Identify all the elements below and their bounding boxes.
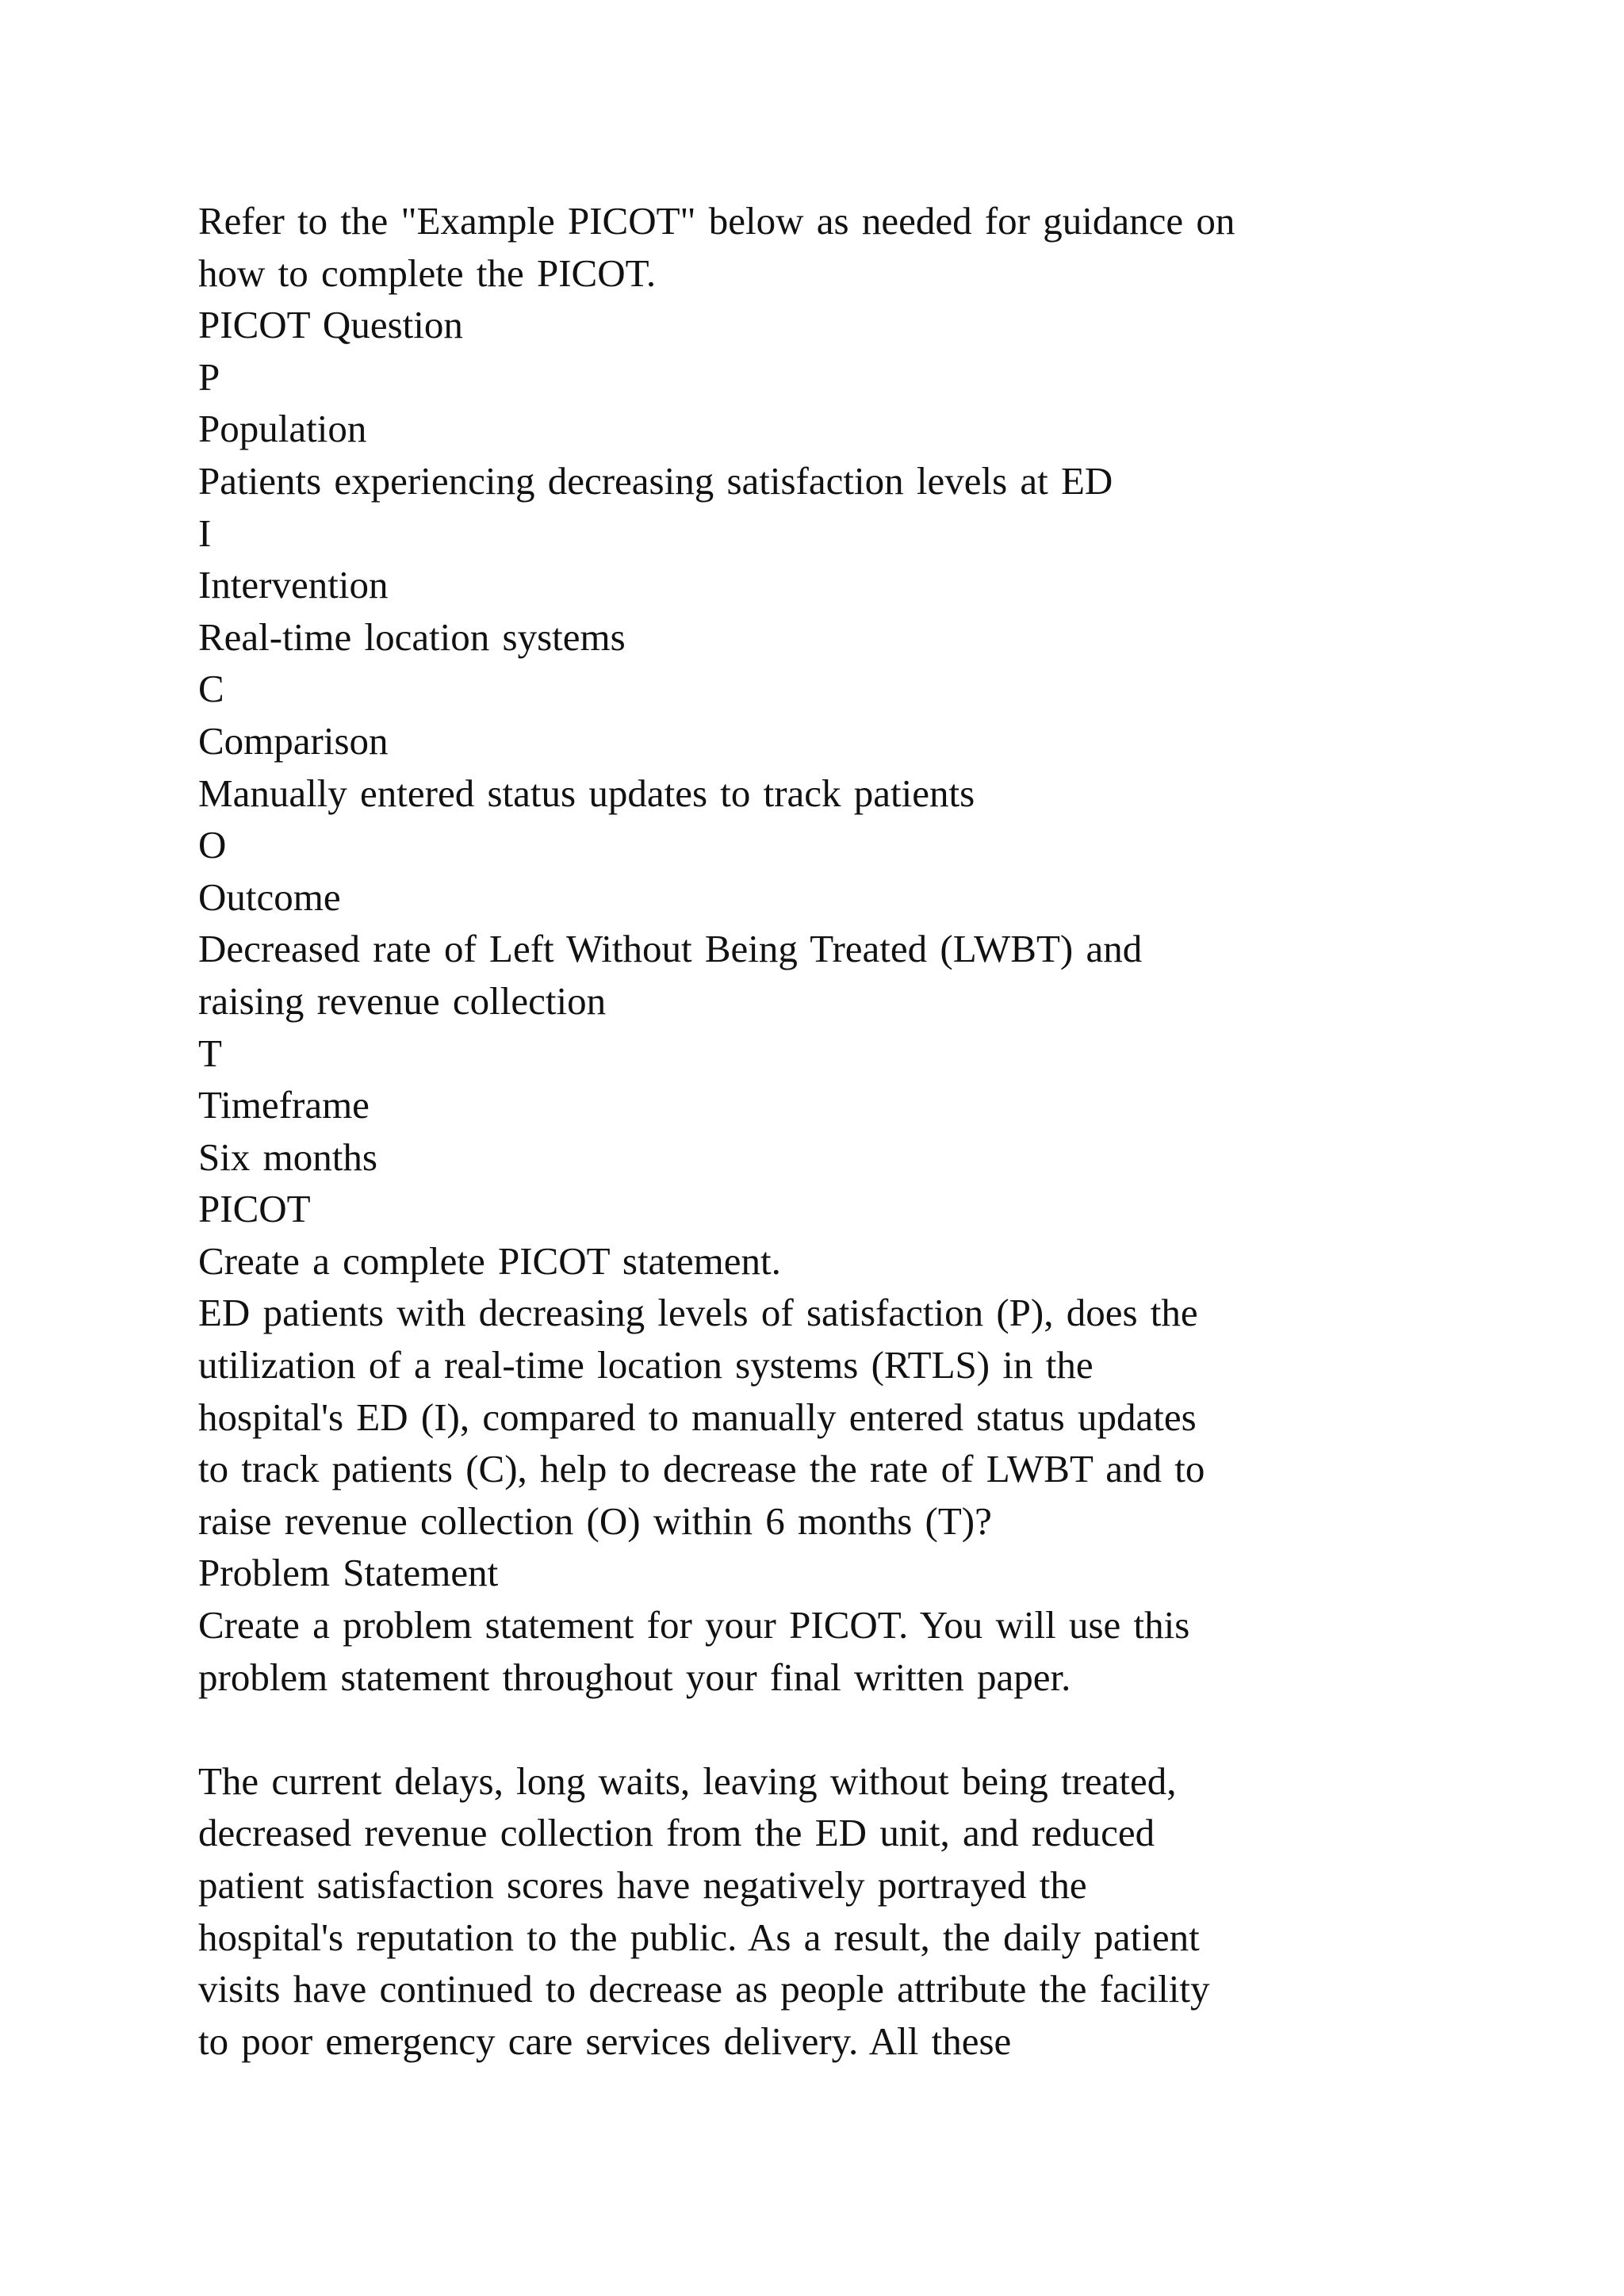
problem-statement-text: patient satisfaction scores have negatively portrayed the [198,1863,1087,1907]
timeframe-value: Six months [198,1135,377,1179]
intro-line: how to complete the PICOT. [198,251,657,295]
picot-statement-text: to track patients (C), help to decrease the rate of LWBT and to [198,1447,1205,1491]
population-letter: P [198,354,220,399]
timeframe-label: Timeframe [198,1083,370,1127]
picot-question-heading: PICOT Question [198,303,463,347]
comparison-label: Comparison [198,718,389,763]
paragraph-gap [198,1703,1546,1755]
intervention-letter: I [198,511,212,555]
outcome-value: Decreased rate of Left Without Being Treated (LWBT) and [198,927,1143,971]
comparison-letter: C [198,667,224,711]
comparison-value: Manually entered status updates to track patients [198,771,975,815]
picot-statement-text: ED patients with decreasing levels of satisfaction (P), does the [198,1291,1198,1335]
intro-line: Refer to the "Example PICOT" below as needed for guidance on [198,199,1235,243]
population-label: Population [198,407,367,451]
problem-statement-text: to poor emergency care services delivery. All these [198,2019,1012,2063]
picot-statement-text: raise revenue collection (O) within 6 months (T)? [198,1498,992,1543]
problem-statement-instruction: Create a problem statement for your PICOT. You will use this [198,1603,1190,1647]
picot-statement-text: hospital's ED (I), compared to manually entered status updates [198,1395,1197,1439]
problem-statement-instruction: problem statement throughout your final written paper. [198,1655,1071,1699]
picot-statement-heading: PICOT [198,1187,311,1231]
document-page [198,195,1546,2067]
problem-statement-text: The current delays, long waits, leaving without being treated, [198,1758,1177,1803]
population-value: Patients experiencing decreasing satisfaction levels at ED [198,458,1113,503]
intervention-value: Real-time location systems [198,614,626,659]
intervention-label: Intervention [198,563,389,607]
outcome-value: raising revenue collection [198,978,607,1023]
problem-statement-heading: Problem Statement [198,1551,499,1595]
timeframe-letter: T [198,1031,222,1075]
problem-statement-text: decreased revenue collection from the ED unit, and reduced [198,1811,1155,1855]
problem-statement-text: visits have continued to decrease as people attribute the facility [198,1967,1210,2011]
picot-statement-text: utilization of a real-time location systems (RTLS) in the [198,1343,1094,1387]
outcome-letter: O [198,823,227,867]
picot-statement-instruction: Create a complete PICOT statement. [198,1238,781,1283]
outcome-label: Outcome [198,874,341,919]
problem-statement-text: hospital's reputation to the public. As a result, the daily patient [198,1915,1200,1959]
